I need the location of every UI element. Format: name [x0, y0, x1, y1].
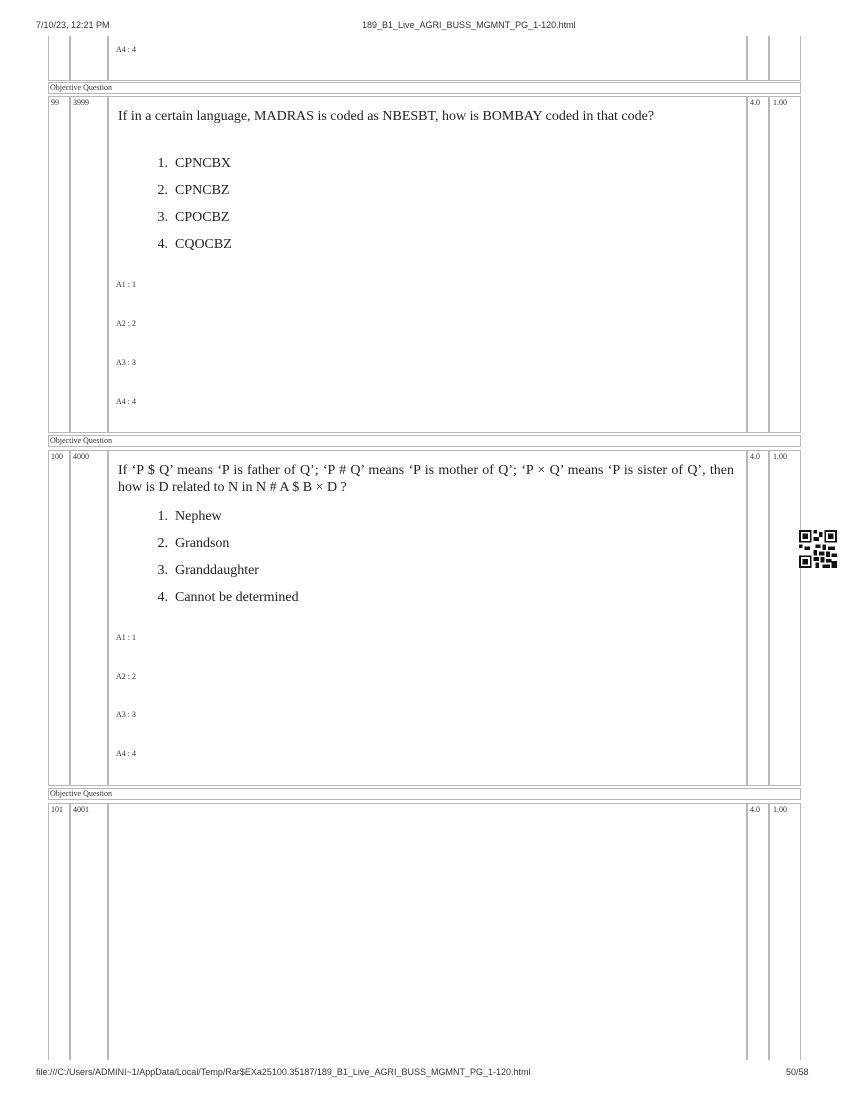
answer-option-label: A1 : 1 [116, 633, 136, 642]
serial-number: 99 [48, 96, 70, 433]
marks: 4.0 [747, 803, 769, 1060]
negative-marks: 1.00 [769, 450, 801, 786]
section-label: Objective Question [48, 435, 801, 447]
answer-option-label: A1 : 1 [116, 280, 136, 289]
question-text: If in a certain language, MADRAS is coded as NBESBT, how is BOMBAY coded in that code? [118, 109, 655, 124]
marks: 4.0 [747, 450, 769, 786]
option-item: 4. Cannot be determined [157, 590, 299, 605]
answer-option-label: A4 : 4 [116, 45, 136, 54]
answer-option-label: A4 : 4 [116, 397, 136, 406]
option-item: 2. Grandson [157, 536, 230, 551]
print-datetime: 7/10/23, 12:21 PM [36, 20, 110, 30]
question-id: 4001 [70, 803, 108, 1060]
options-list [146, 155, 232, 263]
negative-marks: 1.00 [769, 96, 801, 433]
question-id: 3999 [70, 96, 108, 433]
answer-option-label: A3 : 3 [116, 358, 136, 367]
question-id: 4000 [70, 450, 108, 786]
question-body [108, 96, 747, 433]
qr-code-icon [799, 530, 837, 568]
question-text: If ‘P $ Q’ means ‘P is father of Q’; ‘P # Q’ means ‘P is mother of Q’; ‘P × Q’ means ‘P is sister of Q’, then how is D related to N in N # A $ B × D ? [118, 463, 734, 495]
option-item: 3. Granddaughter [157, 563, 259, 578]
marks: 4.0 [747, 96, 769, 433]
answer-option-label: A3 : 3 [116, 710, 136, 719]
options-list [146, 508, 299, 616]
negative-marks: 1.00 [769, 803, 801, 1060]
option-item: 3. CPOCBZ [157, 210, 230, 225]
question-body [108, 803, 747, 1060]
section-label: Objective Question [48, 82, 801, 94]
page-number: 50/58 [786, 1067, 809, 1077]
option-item: 1. Nephew [157, 509, 222, 524]
answer-option-label: A4 : 4 [116, 749, 136, 758]
serial-number: 100 [48, 450, 70, 786]
option-item: 1. CPNCBX [157, 156, 232, 171]
print-file-path: file:///C:/Users/ADMINI~1/AppData/Local/Temp/Rar$EXa25100.35187/189_B1_Live_AGRI_BUSS_MGMNT_PG_1-120.html [36, 1067, 531, 1077]
print-doc-title: 189_B1_Live_AGRI_BUSS_MGMNT_PG_1-120.html [362, 20, 576, 30]
answer-option-label: A2 : 2 [116, 672, 136, 681]
question-body [108, 450, 747, 786]
section-label: Objective Question [48, 788, 801, 800]
option-item: 4. CQOCBZ [157, 237, 232, 252]
option-item: 2. CPNCBZ [157, 183, 230, 198]
serial-number: 101 [48, 803, 70, 1060]
answer-option-label: A2 : 2 [116, 319, 136, 328]
